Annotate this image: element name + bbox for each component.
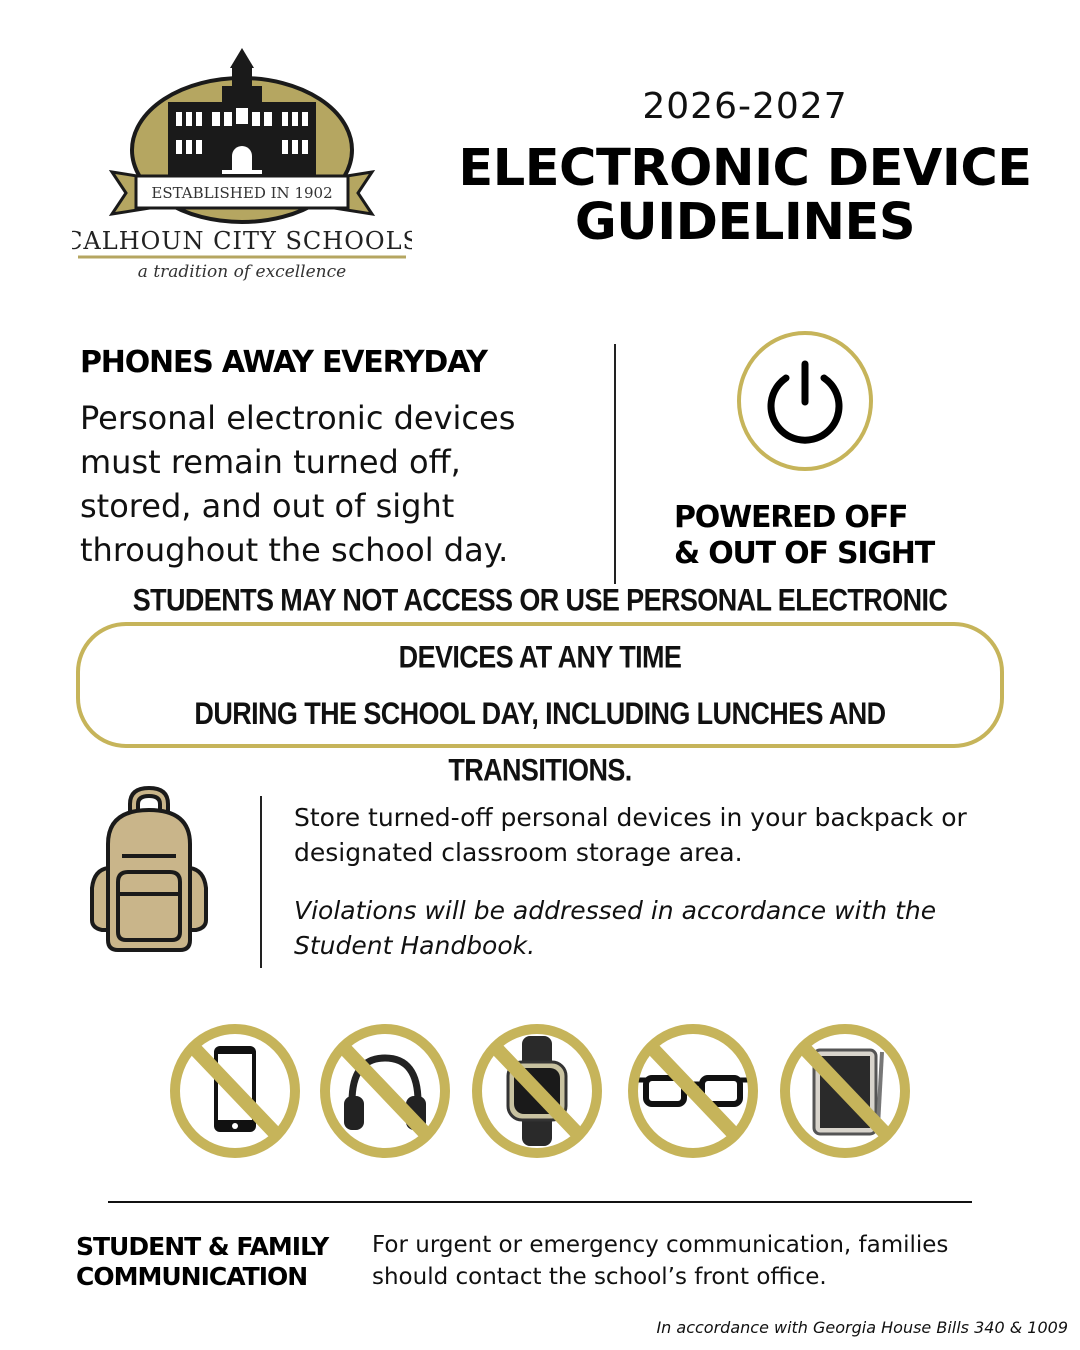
phones-away-body: Personal electronic devices must remain turned off, stored, and out of sight throughout the school day. bbox=[80, 399, 516, 569]
powered-line-1: POWERED OFF bbox=[674, 500, 908, 535]
rule-line-1: STUDENTS MAY NOT ACCESS OR USE PERSONAL ELECTRONIC DEVICES AT ANY TIME bbox=[132, 582, 948, 675]
communication-heading-line-2: COMMUNICATION bbox=[76, 1262, 308, 1291]
school-logo bbox=[72, 40, 412, 290]
powered-line-2: & OUT OF SIGHT bbox=[674, 536, 934, 571]
vertical-divider bbox=[614, 344, 616, 584]
headphones-icon bbox=[318, 1022, 452, 1160]
rule-box bbox=[76, 582, 1004, 788]
powered-off-label bbox=[674, 500, 1034, 572]
power-icon bbox=[736, 330, 874, 472]
tablet-icon bbox=[778, 1022, 912, 1160]
rule-text bbox=[110, 572, 970, 799]
communication-heading bbox=[76, 1232, 366, 1292]
communication-heading-line-1: STUDENT & FAMILY bbox=[76, 1232, 329, 1261]
phone-icon bbox=[168, 1022, 302, 1160]
title-line-1: ELECTRONIC DEVICE bbox=[458, 139, 1032, 198]
school-year: 2026-2027 bbox=[642, 86, 848, 127]
page-title bbox=[440, 139, 1050, 252]
vertical-divider bbox=[260, 796, 262, 968]
horizontal-divider bbox=[108, 1201, 972, 1203]
logo-established: ESTABLISHED IN 1902 bbox=[151, 184, 333, 202]
storage-instructions: Store turned-off personal devices in your backpack or designated classroom storage area. bbox=[294, 803, 967, 867]
backpack-icon bbox=[86, 784, 212, 956]
violation-notice: Violations will be addressed in accordance with the Student Handbook. bbox=[294, 896, 937, 960]
smartwatch-icon bbox=[470, 1022, 604, 1160]
logo-school-name: CALHOUN CITY SCHOOLS bbox=[72, 227, 412, 255]
communication-body: For urgent or emergency communication, families should contact the school’s front office. bbox=[372, 1232, 949, 1290]
title-line-2: GUIDELINES bbox=[574, 193, 916, 252]
logo-tagline: a tradition of excellence bbox=[137, 262, 347, 282]
phones-away-heading: PHONES AWAY EVERYDAY bbox=[80, 345, 487, 380]
rule-line-2: DURING THE SCHOOL DAY, INCLUDING LUNCHES AND TRANSITIONS. bbox=[194, 695, 886, 788]
legal-footnote: In accordance with Georgia House Bills 340 & 1009 bbox=[656, 1318, 1068, 1337]
smart-glasses-icon bbox=[626, 1022, 760, 1160]
